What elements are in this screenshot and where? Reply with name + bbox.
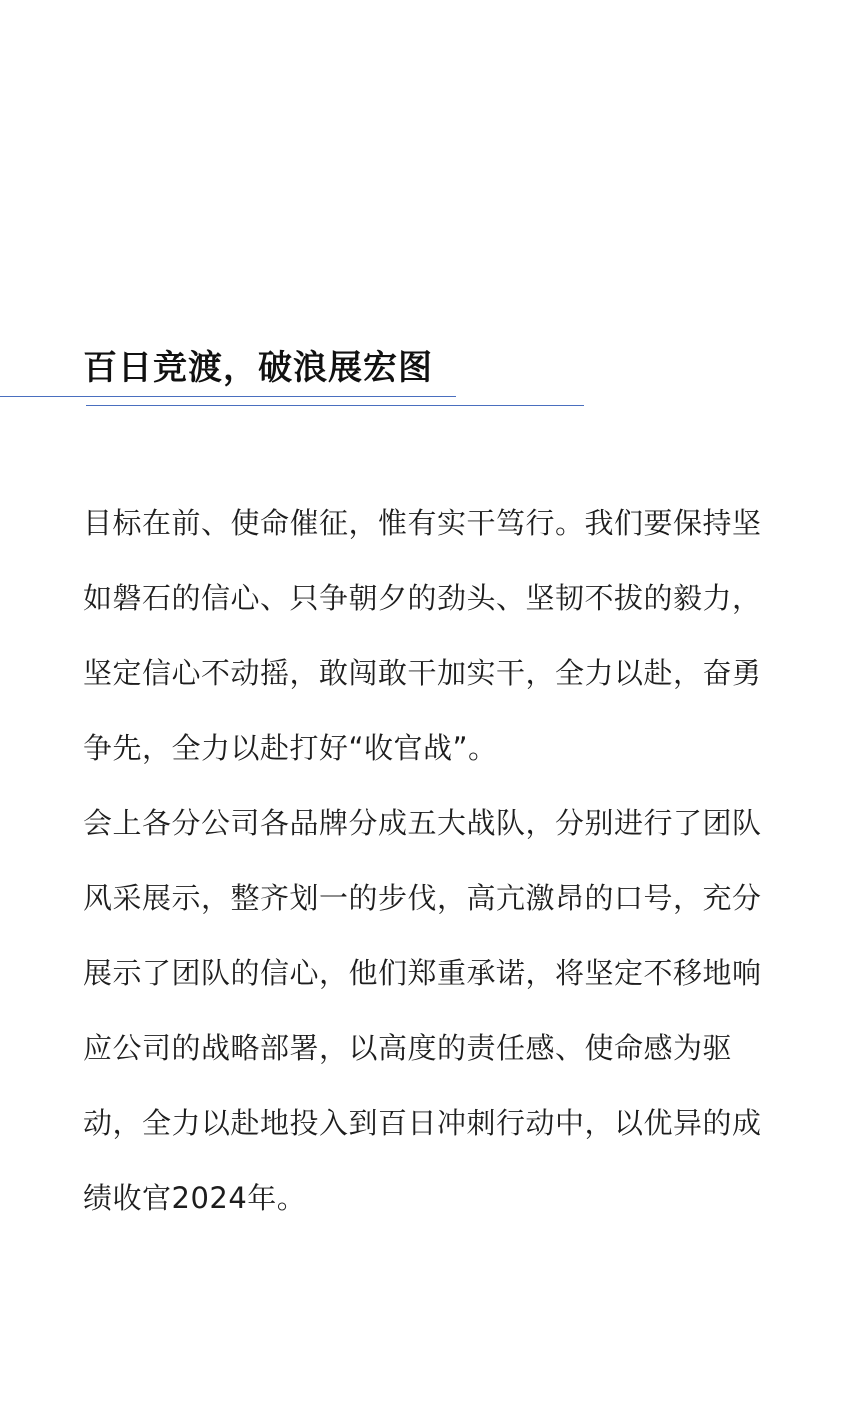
section-heading: 百日竞渡，破浪展宏图 [83,348,433,388]
heading-underline-upper [0,396,456,397]
article-body [83,486,773,1236]
paragraph-2: 会上各分公司各品牌分成五大战队，分别进行了团队风采展示，整齐划一的步伐，高亢激昂的口号，充分展示了团队的信心，他们郑重承诺，将坚定不移地响应公司的战略部署，以高度的责任感、使命感为驱动，全力以赴地投入到百日冲刺行动中，以优异的成绩收官2024年。 [83,806,762,1215]
heading-underline-lower [86,405,584,406]
paragraph-1: 目标在前、使命催征，惟有实干笃行。我们要保持坚如磐石的信心、只争朝夕的劲头、坚韧不拔的毅力，坚定信心不动摇，敢闯敢干加实干，全力以赴，奋勇争先，全力以赴打好“收官战”。 [83,506,762,765]
